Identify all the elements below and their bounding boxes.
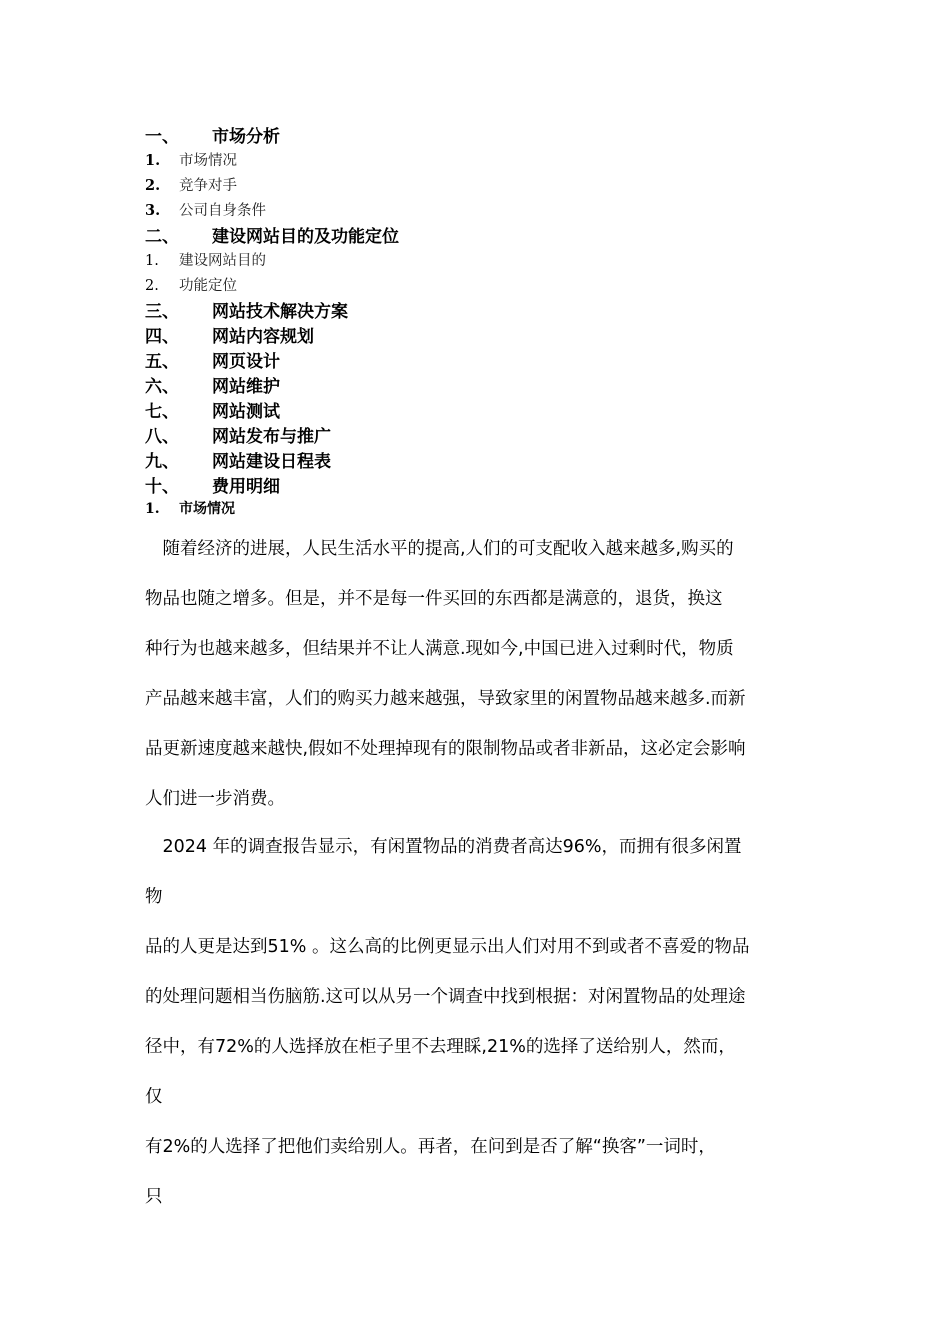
paragraph-line: 随着经济的进展，人民生活水平的提高,人们的可支配收入越来越多,购买的: [145, 539, 734, 559]
toc-item-1: [145, 127, 280, 147]
toc-label: 网站建设日程表: [212, 452, 331, 472]
toc-subitem-2-2: [145, 277, 237, 295]
paragraph-line: 人们进一步消费。: [145, 789, 285, 809]
toc-label: 市场分析: [212, 127, 280, 147]
toc-item-8: [145, 427, 331, 447]
paragraph-line: 品更新速度越来越快,假如不处理掉现有的限制物品或者非新品，这必定会影响: [145, 739, 746, 759]
toc-number: 二、: [145, 227, 179, 247]
toc-subitem-1-3: [145, 202, 266, 220]
toc-item-4: [145, 327, 314, 347]
paragraph-line: 产品越来越丰富，人们的购买力越来越强，导致家里的闲置物品越来越多.而新: [145, 689, 746, 709]
toc-number: 五、: [145, 352, 179, 372]
toc-item-5: [145, 352, 280, 372]
paragraph-line: 仅: [145, 1087, 163, 1107]
toc-item-10: [145, 477, 280, 497]
toc-number: 七、: [145, 402, 179, 422]
toc-number: 十、: [145, 477, 179, 497]
paragraph-line: 的处理问题相当伤脑筋.这可以从另一个调查中找到根据：对闲置物品的处理途: [145, 987, 746, 1007]
toc-label: 公司自身条件: [179, 203, 266, 219]
paragraph-line: 物品也随之增多。但是，并不是每一件买回的东西都是满意的，退货，换这: [145, 589, 723, 609]
toc-label: 建设网站目的: [179, 253, 266, 269]
toc-label: 功能定位: [179, 278, 237, 294]
toc-item-3: [145, 302, 348, 322]
paragraph-line: 种行为也越来越多，但结果并不让人满意.现如今,中国已进入过剩时代，物质: [145, 639, 734, 659]
toc-number: 一、: [145, 127, 179, 147]
toc-item-9: [145, 452, 331, 472]
toc-label: 网页设计: [212, 352, 280, 372]
toc-number: 八、: [145, 427, 179, 447]
toc-number: 九、: [145, 452, 179, 472]
paragraph-line: 只: [145, 1187, 163, 1207]
toc-label: 建设网站目的及功能定位: [212, 227, 399, 247]
toc-label: 网站发布与推广: [212, 427, 331, 447]
paragraph-line: 有2%的人选择了把他们卖给别人。再者，在问到是否了解“换客”一词时，: [145, 1137, 716, 1157]
toc-number: 六、: [145, 377, 179, 397]
toc-label: 费用明细: [212, 477, 280, 497]
toc-item-7: [145, 402, 280, 422]
toc-label: 竞争对手: [179, 178, 237, 194]
section-heading: [145, 500, 235, 518]
toc-number: 1.: [145, 253, 159, 269]
toc-subitem-2-1: [145, 252, 266, 270]
toc-number: 3.: [145, 202, 161, 219]
toc-label: 网站技术解决方案: [212, 302, 348, 322]
toc-number: 2.: [145, 177, 161, 194]
section-title: 市场情况: [179, 501, 235, 517]
toc-label: 网站测试: [212, 402, 280, 422]
toc-item-6: [145, 377, 280, 397]
toc-number: 三、: [145, 302, 179, 322]
toc-number: 2.: [145, 278, 159, 294]
paragraph-line: 品的人更是达到51% 。这么高的比例更显示出人们对用不到或者不喜爱的物品: [145, 937, 750, 957]
paragraph-line: 物: [145, 887, 163, 907]
toc-subitem-1-1: [145, 152, 237, 170]
toc-number: 1.: [145, 152, 161, 169]
toc-label: 网站内容规划: [212, 327, 314, 347]
paragraph-line: 2024 年的调查报告显示，有闲置物品的消费者高达96%，而拥有很多闲置: [145, 837, 742, 857]
toc-label: 市场情况: [179, 153, 237, 169]
section-number: 1.: [145, 501, 160, 517]
toc-subitem-1-2: [145, 177, 237, 195]
toc-number: 四、: [145, 327, 179, 347]
toc-label: 网站维护: [212, 377, 280, 397]
toc-item-2: [145, 227, 399, 247]
paragraph-line: 径中，有72%的人选择放在柜子里不去理睬,21%的选择了送给别人，然而，: [145, 1037, 736, 1057]
